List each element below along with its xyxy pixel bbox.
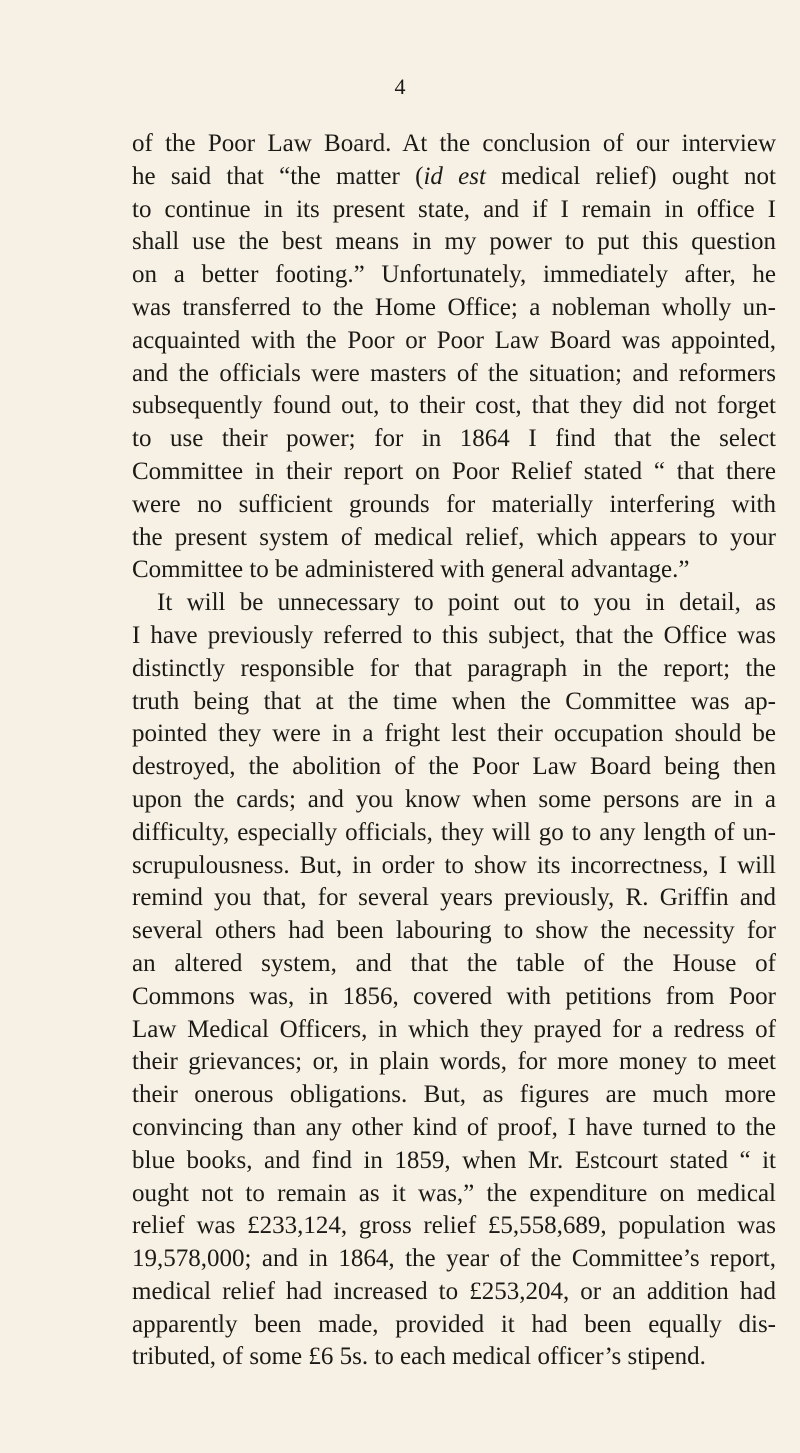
text-line: destroyed, the abolition of the Poor Law Board being then [132, 753, 776, 781]
text-line: on a better footing.” Unfortunately, immediately after, he [132, 261, 776, 289]
text-line: tributed, of some £6 5s. to each medical officer’s stipend. [132, 1343, 706, 1371]
text-line: shall use the best means in my power to put this question [132, 228, 776, 256]
text-line: were no sufficient grounds for materially interfering with [132, 490, 776, 518]
text-line: difficulty, especially officials, they will go to any length of un- [132, 818, 776, 846]
text-line: to use their power; for in 1864 I find that the select [132, 425, 776, 453]
text-line: ought not to remain as it was,” the expenditure on medical [132, 1179, 776, 1207]
text-line: 19,578,000; and in 1864, the year of the Committee’s report, [132, 1245, 776, 1273]
paragraph-end-line: Committee to be administered with general advantage.” [132, 556, 690, 584]
text-line: was transferred to the Home Office; a nobleman wholly un- [132, 293, 776, 321]
text-line: apparently been made, provided it had been equally dis- [132, 1310, 776, 1338]
text-line: scrupulousness. But, in order to show its incorrectness, I will [132, 851, 776, 879]
text-line: upon the cards; and you know when some persons are in a [132, 785, 776, 813]
text-line: I have previously referred to this subject, that the Office was [132, 621, 776, 649]
text-line: their onerous obligations. But, as figures are much more [132, 1081, 776, 1109]
body-text [132, 128, 776, 1374]
italic-phrase: id est [423, 162, 486, 190]
text-line: distinctly responsible for that paragraph in the report; the [132, 654, 776, 682]
text-line: and the officials were masters of the situation; and reformers [132, 359, 776, 387]
text-line: Committee in their report on Poor Relief stated “ that there [132, 457, 776, 485]
text-line: the present system of medical relief, which appears to your [132, 523, 776, 551]
text-line: he said that “the matter (id est medical relief) ought not [132, 162, 776, 190]
text-line: convincing than any other kind of proof, I have turned to the [132, 1113, 776, 1141]
text-line: blue books, and find in 1859, when Mr. Estcourt stated “ it [132, 1146, 776, 1174]
text-line: subsequently found out, to their cost, that they did not forget [132, 392, 776, 420]
text-line: of the Poor Law Board. At the conclusion of our interview [132, 130, 776, 157]
text-line: acquainted with the Poor or Poor Law Board was appointed, [132, 326, 776, 354]
text-line: their grievances; or, in plain words, for more money to meet [132, 1048, 776, 1076]
page-number: 4 [394, 74, 406, 99]
text-line: Law Medical Officers, in which they prayed for a redress of [132, 1015, 776, 1043]
text-line: remind you that, for several years previously, R. Griffin and [132, 884, 776, 912]
text-line: relief was £233,124, gross relief £5,558,689, population was [132, 1212, 776, 1240]
text-line: an altered system, and that the table of the House of [132, 949, 776, 977]
text-line: to continue in its present state, and if I remain in office I [132, 195, 776, 223]
text-line: Commons was, in 1856, covered with petitions from Poor [132, 982, 776, 1010]
text-line: truth being that at the time when the Committee was ap- [132, 687, 776, 715]
text-line: several others had been labouring to show the necessity for [132, 917, 776, 945]
paragraph-start-line: It will be unnecessary to point out to you in detail, as [157, 589, 776, 617]
text-line: medical relief had increased to £253,204, or an addition had [132, 1277, 776, 1305]
text-line: pointed they were in a fright lest their occupation should be [132, 720, 776, 748]
